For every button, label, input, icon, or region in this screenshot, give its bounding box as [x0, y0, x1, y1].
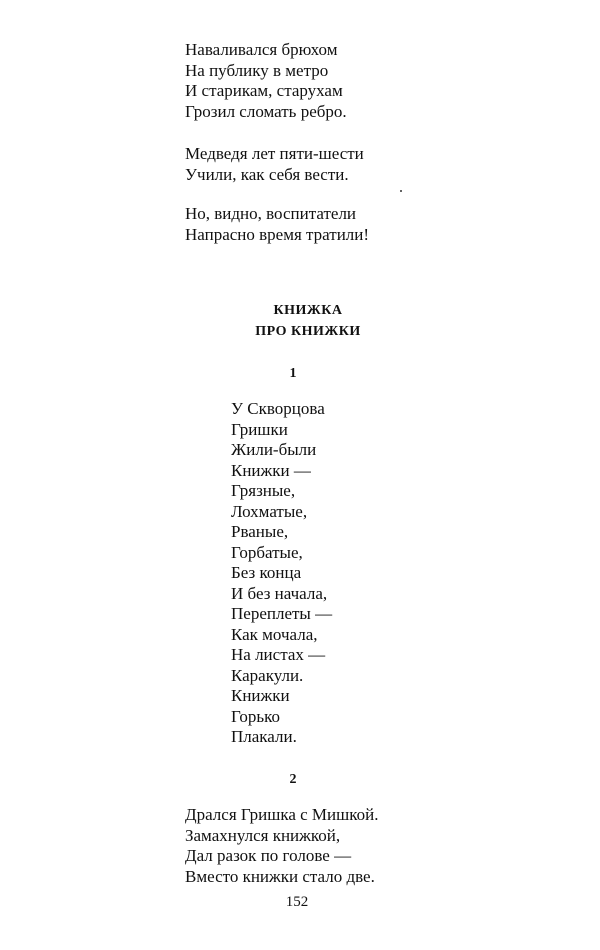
part-1-verse — [231, 399, 332, 748]
verse-line: Каракули. — [231, 665, 304, 685]
verse-line: Напрасно время тратили! — [185, 224, 370, 244]
verse-line: Дал разок по голове — — [185, 846, 352, 865]
verse-line: Медведя лет пяти-шести — [185, 144, 364, 163]
verse-line: Дрался Гришка с Мишкой. — [185, 805, 379, 824]
verse-line: Книжки — — [231, 460, 311, 480]
verse-line: Плакали. — [231, 727, 297, 746]
verse-line: Наваливался брюхом — [185, 40, 338, 59]
section-title — [0, 300, 600, 342]
part-number-1: 1 — [289, 366, 297, 381]
verse-line: Переплеты — — [231, 604, 333, 623]
verse-line: На публику в метро — [185, 60, 329, 80]
verse-line: У Скворцова — [231, 399, 325, 418]
stanza-1 — [185, 40, 347, 122]
verse-line: Жили-были — [231, 440, 317, 459]
verse-line: Лохматые, — [231, 501, 308, 521]
verse-line: Без конца — [231, 563, 302, 582]
verse-line: Учили, как себя вести. — [185, 164, 349, 184]
verse-line: Вместо книжки стало две. — [185, 866, 375, 886]
verse-line: Гришки — [231, 419, 288, 439]
stanza-2 — [185, 144, 364, 185]
verse-line: Рваные, — [231, 522, 289, 541]
page-number: 152 — [285, 894, 309, 910]
section-title-line-1: КНИЖКА — [273, 303, 343, 318]
part-number-2: 2 — [289, 772, 297, 787]
verse-line: И старикам, старухам — [185, 81, 343, 100]
verse-line: И без начала, — [231, 583, 328, 603]
verse-line: Как мочала, — [231, 624, 318, 644]
stanza-3 — [185, 204, 369, 245]
verse-line: Грязные, — [231, 481, 296, 500]
verse-line: Горбатые, — [231, 542, 303, 562]
verse-line: Но, видно, воспитатели — [185, 204, 357, 223]
section-title-line-2: ПРО КНИЖКИ — [255, 324, 361, 339]
ink-speck — [400, 190, 402, 192]
verse-line: На листах — — [231, 645, 326, 664]
verse-line: Книжки — [231, 686, 290, 705]
verse-line: Горько — [231, 706, 280, 726]
verse-line: Замахнулся книжкой, — [185, 825, 341, 845]
part-2-verse — [185, 805, 378, 887]
verse-line: Грозил сломать ребро. — [185, 101, 347, 121]
